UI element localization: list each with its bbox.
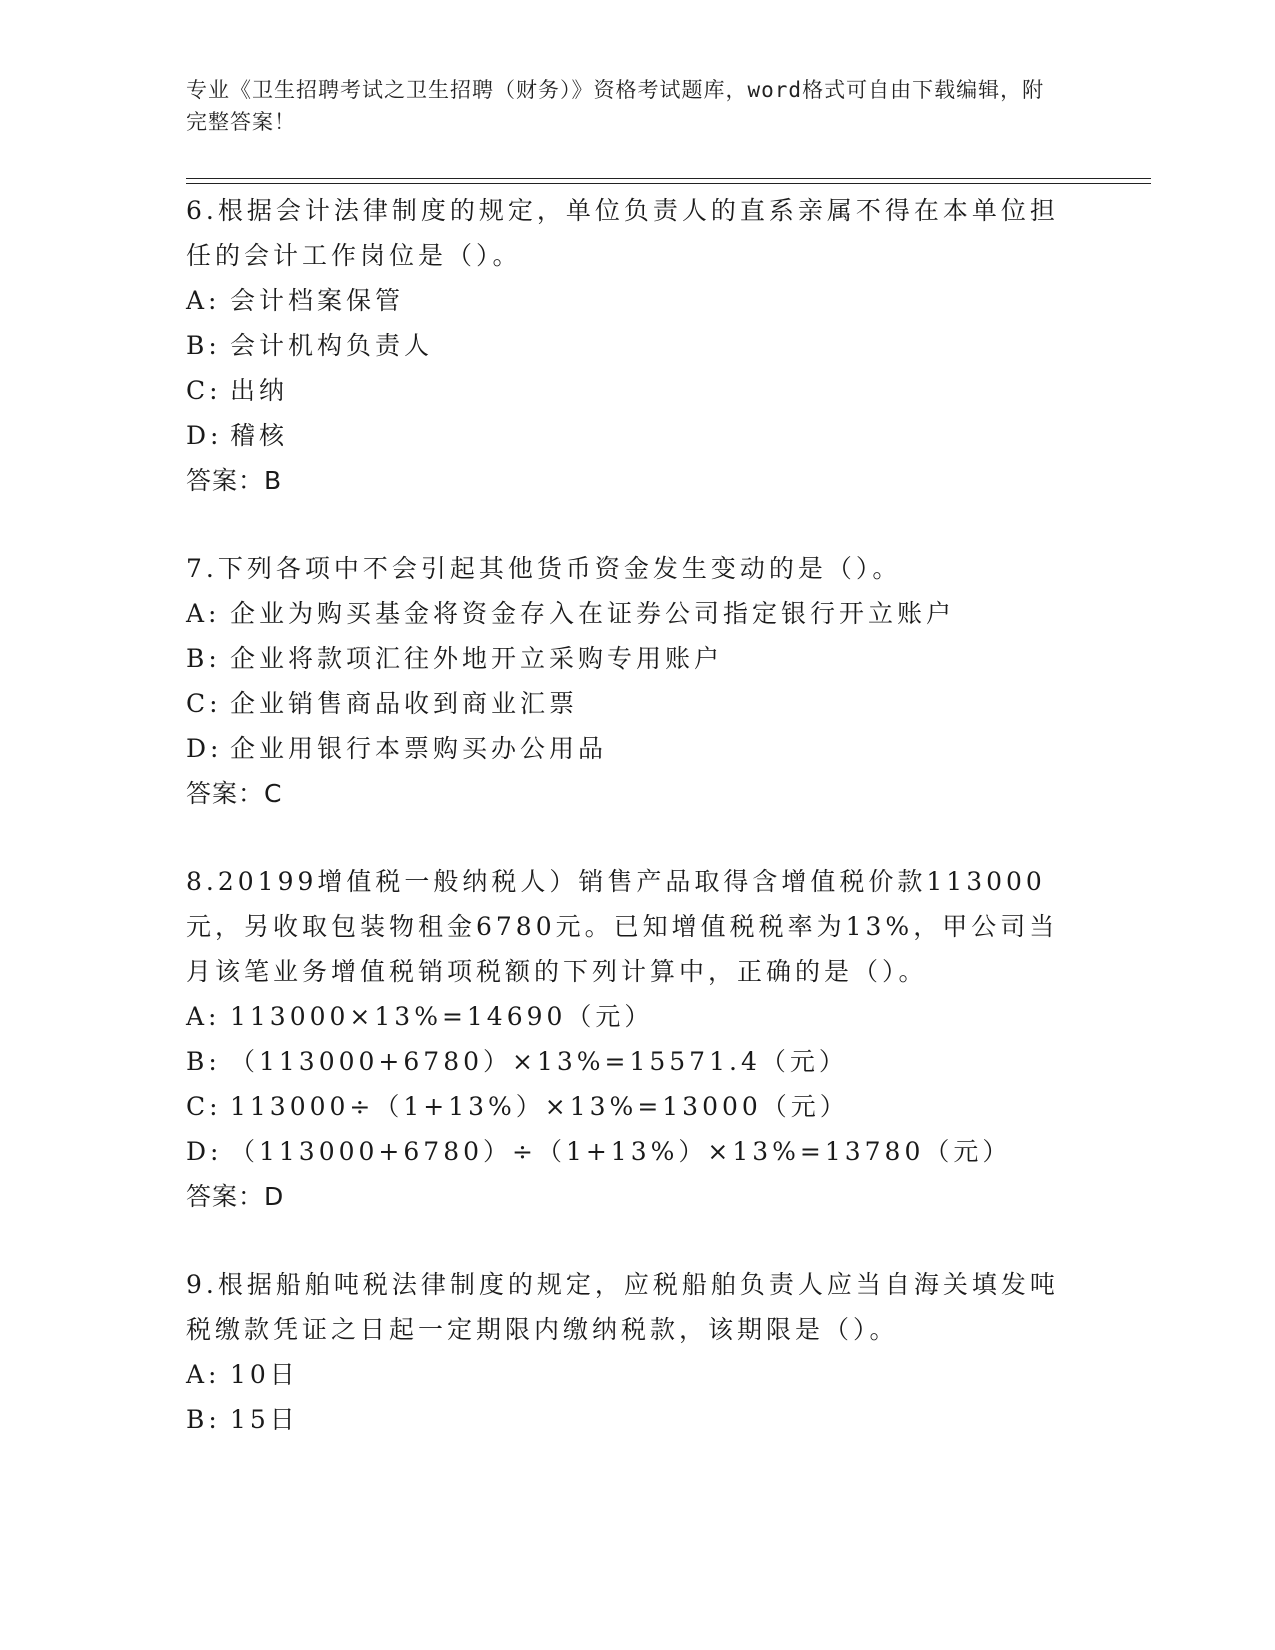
option-d [186,1129,1086,1174]
option-text: 企业为购买基金将资金存入在证券公司指定银行开立账户 [230,599,956,628]
question-8 [186,859,1086,1219]
option-label: D: [186,734,223,763]
option-label: A: [186,1360,221,1389]
question-list [186,188,1086,1485]
option-d [186,726,1086,771]
option-a [186,1352,1086,1397]
option-label: D: [186,1137,223,1166]
question-stem: 6.根据会计法律制度的规定，单位负责人的直系亲属不得在本单位担任的会计工作岗位是（）。 [186,196,1059,270]
option-label: A: [186,286,221,315]
option-label: C: [186,1092,222,1121]
option-text: 稽核 [230,421,289,450]
option-text: 企业用银行本票购买办公用品 [230,734,608,763]
option-text: 出纳 [230,376,289,405]
option-text: 会计机构负责人 [230,331,434,360]
question-7 [186,546,1086,816]
answer-value: D [264,1182,285,1211]
option-b [186,1397,1086,1442]
answer-line [186,1174,1086,1219]
option-text: 113000÷（1+13%）×13%=13000（元） [230,1092,849,1121]
header-divider-top [186,178,1151,179]
option-label: B: [186,1047,221,1076]
option-text: （113000+6780）÷（1+13%）×13%=13780（元） [230,1137,1012,1166]
option-b [186,1039,1086,1084]
option-text: 企业销售商品收到商业汇票 [230,689,579,718]
answer-value: B [264,466,283,495]
option-text: 15日 [230,1405,299,1434]
option-label: D: [186,421,223,450]
option-label: B: [186,331,221,360]
answer-line [186,771,1086,816]
option-c [186,1084,1086,1129]
document-intro: 专业《卫生招聘考试之卫生招聘（财务）》资格考试题库，word格式可自由下载编辑，附完整答案！ [186,78,1045,134]
option-text: 企业将款项汇往外地开立采购专用账户 [230,644,724,673]
question-stem: 8.20199增值税一般纳税人）销售产品取得含增值税价款113000元，另收取包装物租金6780元。已知增值税税率为13%，甲公司当月该笔业务增值税销项税额的下列计算中，正确的是（）。 [186,867,1059,986]
option-label: B: [186,644,221,673]
option-label: C: [186,376,222,405]
answer-prefix: 答案： [186,779,265,808]
option-c [186,681,1086,726]
header-divider-bottom [186,183,1151,184]
question-stem: 7.下列各项中不会引起其他货币资金发生变动的是（）。 [186,554,902,583]
option-text: 会计档案保管 [230,286,405,315]
option-label: B: [186,1405,221,1434]
option-text: （113000+6780）×13%=15571.4（元） [230,1047,848,1076]
option-c [186,368,1086,413]
answer-line [186,458,1086,503]
option-text: 113000×13%=14690（元） [230,1002,654,1031]
option-label: A: [186,599,221,628]
question-9 [186,1262,1086,1442]
question-6 [186,188,1086,503]
option-a [186,591,1086,636]
option-b [186,323,1086,368]
option-text: 10日 [230,1360,299,1389]
option-b [186,636,1086,681]
option-label: C: [186,689,222,718]
answer-prefix: 答案： [186,466,265,495]
question-stem: 9.根据船舶吨税法律制度的规定，应税船舶负责人应当自海关填发吨税缴款凭证之日起一定期限内缴纳税款，该期限是（）。 [186,1270,1059,1344]
option-label: A: [186,1002,221,1031]
option-a [186,994,1086,1039]
option-d [186,413,1086,458]
option-a [186,278,1086,323]
answer-value: C [264,779,283,808]
answer-prefix: 答案： [186,1182,265,1211]
